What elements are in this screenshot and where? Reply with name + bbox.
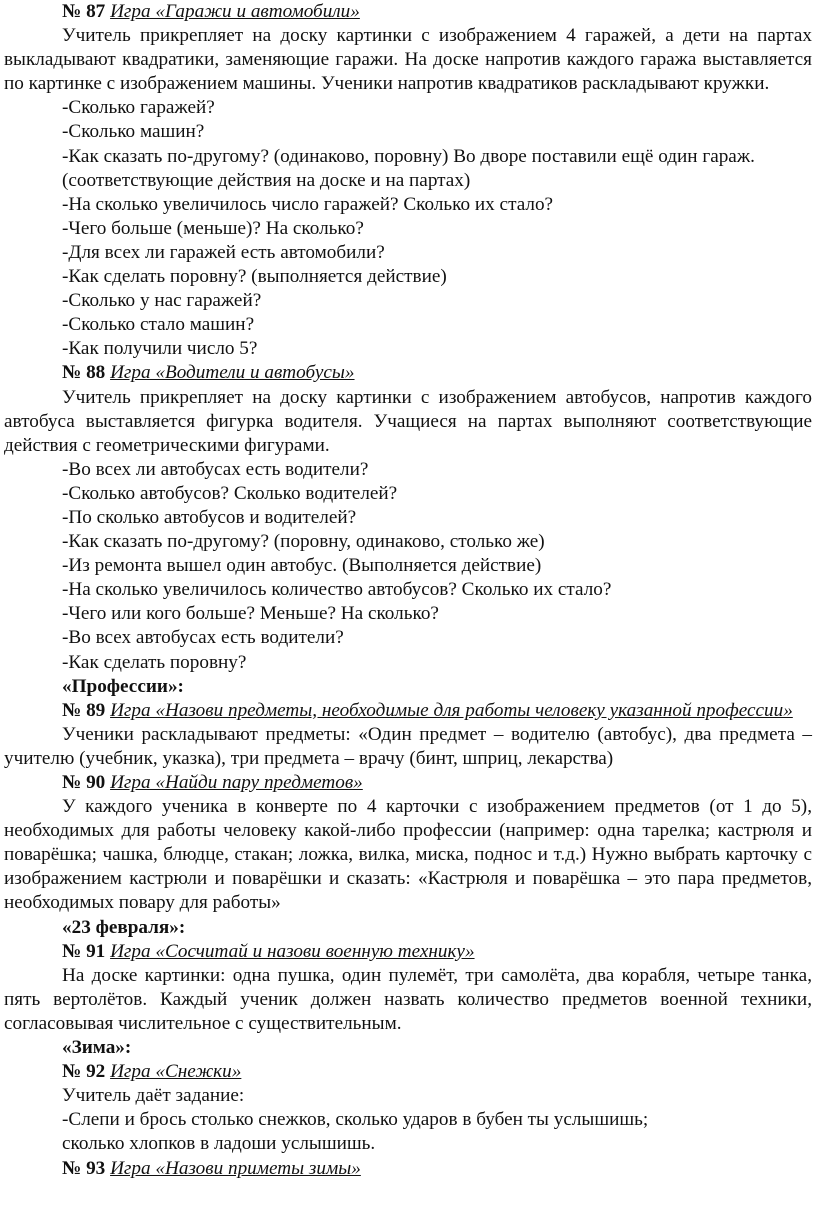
game-number: № 88 <box>62 362 106 384</box>
question-line: -Сколько гаражей? <box>62 97 215 119</box>
question-line: -Чего или кого больше? Меньше? На сколько? <box>62 603 439 625</box>
question-line: -На сколько увеличилось число гаражей? Сколько их стало? <box>62 193 554 215</box>
question-line: (соответствующие действия на доске и на партах) <box>62 169 471 191</box>
question-line: -Как получили число 5? <box>62 338 258 360</box>
game-number: № 92 <box>62 1061 106 1083</box>
paragraph: На доске картинки: одна пушка, один пулемёт, три самолёта, два корабля, четыре танка, пять вертолётов. Каждый ученик должен назвать количество предметов военной техники, согласовывая числительное с существительным. <box>4 964 812 1034</box>
question-line: -Сколько машин? <box>62 121 205 143</box>
game-heading-92 <box>4 1060 812 1084</box>
paragraph: Учитель прикрепляет на доску картинки с изображением 4 гаражей, а дети на партах выкладывают квадратики, заменяющие гаражи. На доске напротив каждого гаража выставляется по картинке с изображением машины. Ученики напротив квадратиков раскладывают кружки. <box>4 25 812 95</box>
game-heading-93 <box>4 1157 812 1181</box>
game-number: № 93 <box>62 1157 106 1179</box>
question-line: -Как сказать по-другому? (поровну, одинаково, столько же) <box>62 531 545 553</box>
paragraph: Учитель прикрепляет на доску картинки с изображением автобусов, напротив каждого автобуса выставляется фигурка водителя. Учащиеся на партах выполняют соответствующие действия с геометрическими фигурами. <box>4 386 812 456</box>
game-title: Игра «Назови предметы, необходимые для работы человеку указанной профессии» <box>110 699 793 721</box>
game-number: № 87 <box>62 1 106 22</box>
section-heading-feb23: «23 февраля»: <box>62 916 186 938</box>
question-line: -Сколько стало машин? <box>62 314 255 336</box>
game-title: Игра «Сосчитай и назови военную технику» <box>110 940 475 962</box>
game-title: Игра «Водители и автобусы» <box>110 362 355 384</box>
game-title: Игра «Назови приметы зимы» <box>110 1157 361 1179</box>
question-line: -Как сделать поровну? (выполняется действие) <box>62 266 447 288</box>
game-number: № 89 <box>62 699 106 721</box>
question-line: -Сколько автобусов? Сколько водителей? <box>62 482 398 504</box>
question-line: -Как сказать по-другому? (одинаково, поровну) Во дворе поставили ещё один гараж. <box>62 145 755 167</box>
question-line: -Чего больше (меньше)? На сколько? <box>62 217 364 239</box>
game-number: № 90 <box>62 772 106 793</box>
paragraph: У каждого ученика в конверте по 4 карточки с изображением предметов (от 1 до 5), необходимых для работы человеку какой-либо профессии (например: одна тарелка; кастрюля и поварёшка; чашка, блюдце, стакан; ложка, вилка, миска, поднос и т.д.) Нужно выбрать карточку с изображением кастрюли и поварёшки и сказать: «Кастрюля и поварёшка – это пара предметов, необходимых повару для работы» <box>4 796 812 914</box>
question-line: -Сколько у нас гаражей? <box>62 290 262 312</box>
game-heading-90 <box>4 771 812 795</box>
text-line: сколько хлопков в ладоши услышишь. <box>62 1133 376 1155</box>
question-line: -Во всех ли автобусах есть водители? <box>62 458 369 480</box>
game-heading-89 <box>4 699 812 723</box>
question-line: -По сколько автобусов и водителей? <box>62 506 357 528</box>
text-line: -Слепи и брось столько снежков, сколько ударов в бубен ты услышишь; <box>62 1109 649 1131</box>
game-title: Игра «Снежки» <box>110 1061 242 1083</box>
section-heading-professions: «Профессии»: <box>62 675 184 697</box>
text-line: Учитель даёт задание: <box>62 1085 245 1107</box>
question-line: -Из ремонта вышел один автобус. (Выполняется действие) <box>62 555 542 577</box>
game-heading-87 <box>4 0 812 24</box>
game-heading-91 <box>4 940 812 964</box>
game-number: № 91 <box>62 940 106 962</box>
question-line: -На сколько увеличилось количество автобусов? Сколько их стало? <box>62 579 612 601</box>
question-line: -Как сделать поровну? <box>62 651 247 673</box>
question-line: -Для всех ли гаражей есть автомобили? <box>62 241 385 263</box>
paragraph: Ученики раскладывают предметы: «Один предмет – водителю (автобус), два предмета – учителю (учебник, указка), три предмета – врачу (бинт, шприц, лекарства) <box>4 723 812 769</box>
game-heading-88 <box>4 361 812 385</box>
game-title: Игра «Найди пару предметов» <box>110 772 363 793</box>
game-title: Игра «Гаражи и автомобили» <box>110 1 360 22</box>
section-heading-winter: «Зима»: <box>62 1037 132 1059</box>
question-line: -Во всех автобусах есть водители? <box>62 627 344 649</box>
